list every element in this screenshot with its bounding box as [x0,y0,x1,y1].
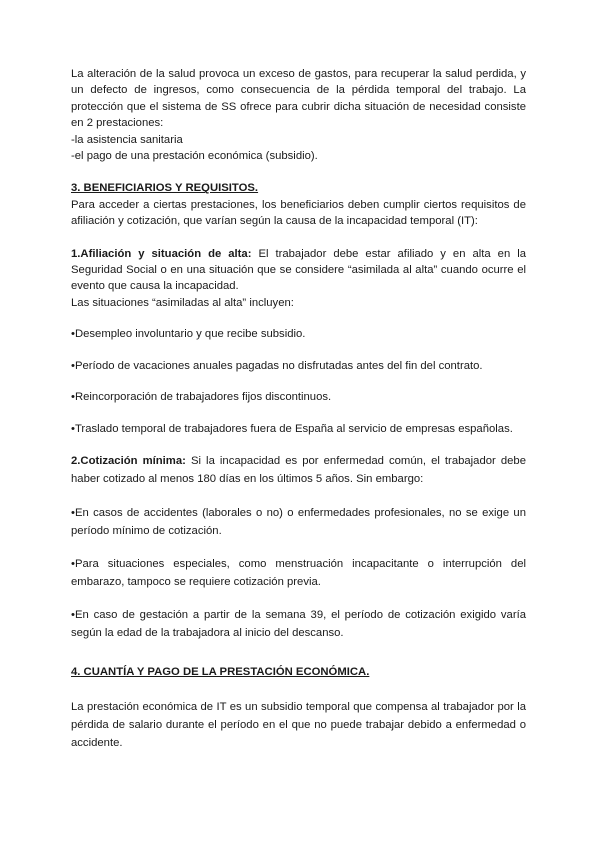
document-page [71,66,526,752]
cotizacion-item-3: •En caso de gestación a partir de la semana 39, el período de cotización exigido varía según la edad de la trabajadora al inicio del descanso. [71,608,526,639]
intro-item-2: -el pago de una prestación económica (subsidio). [71,150,318,163]
section4-paragraph: La prestación económica de IT es un subsidio temporal que compensa al trabajador por la pérdida de salario durante el período en el que no puede trabajar debido a enfermedad o accidente. [71,701,526,750]
intro-paragraph: La alteración de la salud provoca un exceso de gastos, para recuperar la salud perdida, y un defecto de ingresos, como consecuencia de la pérdida temporal del trabajo. La protección que el sistema de SS ofrece para cubrir dicha situación de necesidad consiste en 2 prestaciones: [71,68,526,130]
cotizacion-item-2: •Para situaciones especiales, como menstruación incapacitante o interrupción del embarazo, tampoco se requiere cotización previa. [71,557,526,588]
section4-heading: 4. CUANTÍA Y PAGO DE LA PRESTACIÓN ECONÓMICA. [71,665,370,678]
requirement-2-text: Si la incapacidad es por enfermedad común, el trabajador debe haber cotizado al menos 180 días en los últimos 5 años. Sin embargo: [71,454,526,486]
requirement-2-title: 2.Cotización mínima: [71,454,186,467]
cotizacion-item-1: •En casos de accidentes (laborales o no) o enfermedades profesionales, no se exige un período mínimo de cotización. [71,506,526,537]
section3-intro: Para acceder a ciertas prestaciones, los beneficiarios deben cumplir ciertos requisitos de afiliación y cotización, que varían según la causa de la incapacidad temporal (IT): [71,198,526,228]
requirement-1-text: El trabajador debe estar afiliado y en alta en la Seguridad Social o en una situación que se considere “asimilada al alta” cuando ocurre el evento que causa la incapacidad. [71,247,526,293]
section3-heading: 3. BENEFICIARIOS Y REQUISITOS. [71,182,259,195]
requirement-1 [71,246,526,295]
assimilated-item-1: •Desempleo involuntario y que recibe subsidio. [71,328,306,341]
assimilated-item-4: •Traslado temporal de trabajadores fuera de España al servicio de empresas españolas. [71,422,513,435]
requirement-1-title: 1.Afiliación y situación de alta: [71,247,252,260]
requirement-1-subintro: Las situaciones “asimiladas al alta” incluyen: [71,296,294,309]
requirement-2 [71,452,526,489]
assimilated-item-3: •Reincorporación de trabajadores fijos discontinuos. [71,391,332,404]
intro-item-1: -la asistencia sanitaria [71,133,183,146]
assimilated-item-2: •Período de vacaciones anuales pagadas no disfrutadas antes del fin del contrato. [71,359,483,372]
